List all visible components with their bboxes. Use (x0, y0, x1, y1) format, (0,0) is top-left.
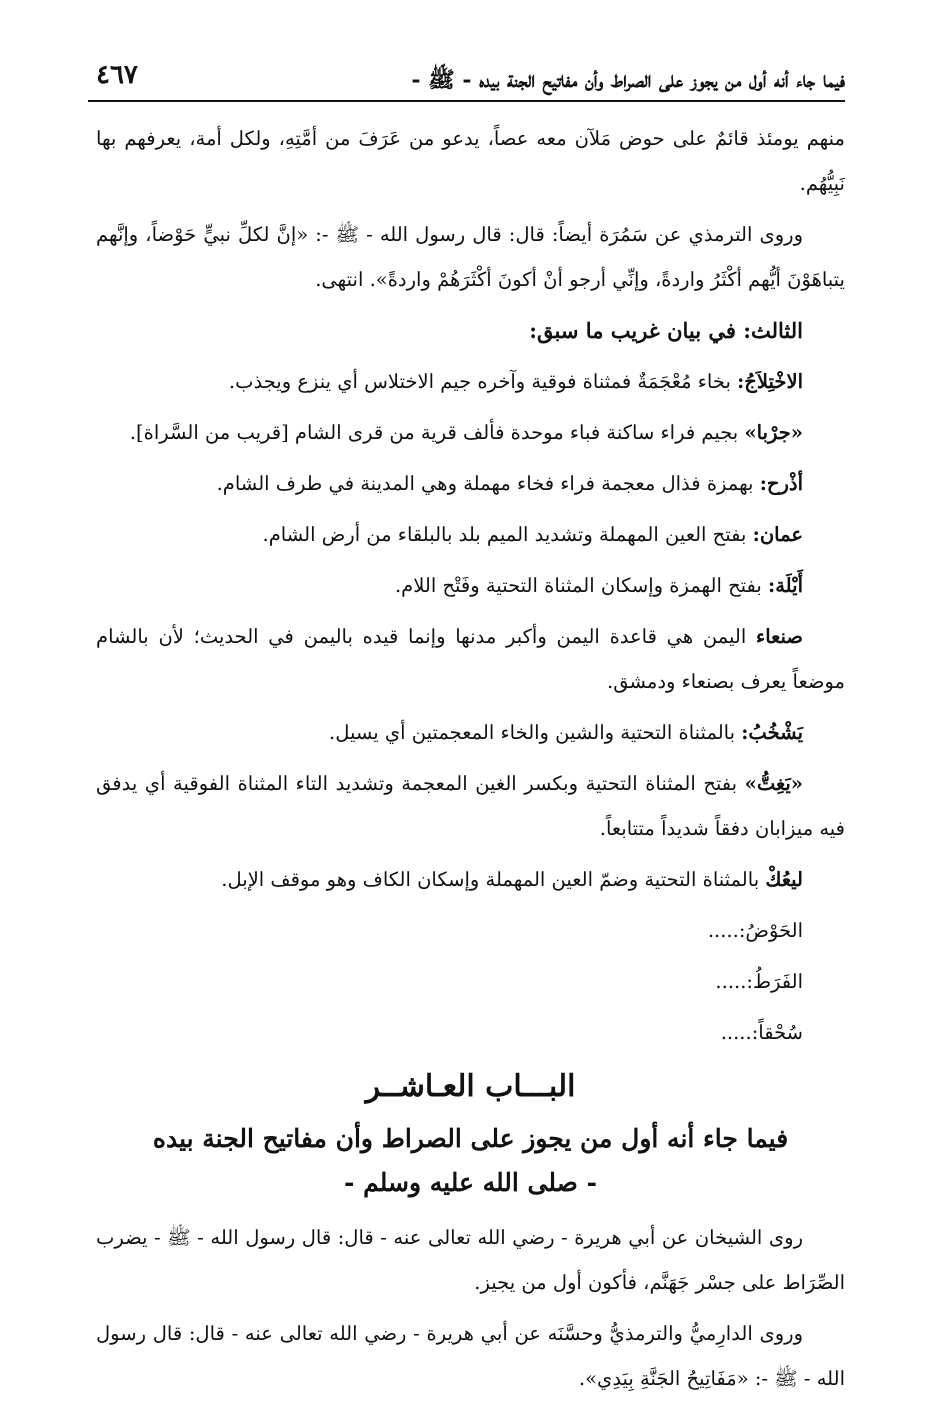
chapter-subtitle-line: فيما جاء أنه أول من يجوز على الصراط وأن مفاتيح الجنة بيده (152, 1124, 789, 1153)
glossary-definition: بهمزة فذال معجمة فراء فخاء مهملة وهي المدينة في طرف الشام. (216, 472, 760, 495)
glossary-definition: بالمثناة التحتية والشين والخاء المعجمتين أي يسيل. (329, 721, 742, 744)
glossary-term: عمان: (752, 523, 803, 546)
paragraph: منهم يومئذ قائمٌ على حوض مَلآن معه عصاً، يدعو من عَرَفَ من أمَّتِهِ، ولكل أمة، يعرفهم بها نَبِيُّهُم. (96, 127, 845, 195)
glossary-definition: بالمثناة التحتية وضمّ العين المهملة وإسكان الكاف وهو موقف الإبل. (221, 868, 766, 891)
glossary-entry (96, 359, 845, 404)
page-number: ٤٦٧ (96, 60, 138, 90)
glossary-term: أَيْلَة: (768, 574, 803, 597)
glossary-definition: بخاء مُعْجَمَةٌ فمثناة فوقية وآخره جيم الاختلاس أي ينزع ويجذب. (228, 370, 738, 393)
glossary-entry (96, 710, 845, 755)
paragraph: وروى الدارِميُّ والترمذيُّ وحسَّنَه عن أبي هريرة - رضي الله تعالى عنه - قال: قال رسول الله - ﷺ -: «مَفَاتِيحُ الجَنَّةِ بِيَدِي». (96, 1322, 845, 1390)
glossary-entry (96, 563, 845, 608)
blank-entry: سُحْقاً:..... (720, 1021, 803, 1044)
glossary-term: «جرْبا» (744, 421, 803, 444)
glossary-definition: بفتح الهمزة وإسكان المثناة التحتية وفَتْح اللام. (394, 574, 769, 597)
running-header (88, 60, 845, 102)
paragraph: وروى الترمذي عن سَمُرَة أيضاً: قال: قال رسول الله - ﷺ -: «إنَّ لكلِّ نبيٍّ حَوْضاً، وإنَّهم يتباهَوْنَ أيُّهم أكْثَرُ واردةً، وإنِّي أرجو أنْ أكونَ أكْثَرَهُمْ واردةً». انتهى. (96, 223, 845, 291)
section-heading: الثالث: في بيان غريب ما سبق: (529, 318, 803, 343)
glossary-term: صنعاء (756, 625, 803, 648)
glossary-entry (96, 614, 845, 704)
glossary-entry (96, 461, 845, 506)
chapter-title: البـــاب العـاشــر (365, 1069, 576, 1104)
glossary-term: ليعُكْ (765, 868, 803, 891)
glossary-definition: اليمن هي قاعدة اليمن وأكبر مدنها وإنما قيده باليمن في الحديث؛ لأن بالشام موضعاً يعرف بصنعاء ودمشق. (96, 625, 845, 693)
running-title: فيما جاء أنه أول من يجوز على الصراط وأن مفاتيح الجنة بيده - ﷺ - (411, 67, 845, 93)
glossary-definition: بجيم فراء ساكنة فباء موحدة فألف قرية من قرى الشام [قريب من السَّراة]. (129, 421, 745, 444)
glossary-entry (96, 410, 845, 455)
glossary-term: «يَغِتُّ» (744, 772, 803, 795)
glossary-entry (96, 857, 845, 902)
glossary-entry (96, 761, 845, 851)
glossary-definition: بفتح المثناة التحتية وبكسر الغين المعجمة وتشديد التاء المثناة الفوقية أي يدفق فيه ميزابان دفقاً شديداً متتابعاً. (96, 772, 845, 840)
page-body (96, 116, 845, 1407)
blank-entry: الفَرَطُ:..... (715, 970, 803, 993)
chapter-subtitle (96, 1117, 845, 1205)
glossary-entry (96, 512, 845, 557)
paragraph: روى الشيخان عن أبي هريرة - رضي الله تعالى عنه - قال: قال رسول الله - ﷺ - يضرب الصِّرَاط على جسْر جَهَنَّم، فأكون أول من يجيز. (96, 1226, 845, 1294)
glossary-definition: بفتح العين المهملة وتشديد الميم بلد بالبلقاء من أرض الشام. (262, 523, 753, 546)
glossary-term: الاخْتِلاَجُ: (737, 370, 803, 393)
blank-entry: الحَوْضُ:..... (707, 919, 803, 942)
glossary-term: أذْرح: (759, 472, 803, 495)
chapter-subtitle-line: - صلى الله عليه وسلم - (344, 1168, 597, 1197)
glossary-term: يَشْخُبُ: (741, 721, 803, 744)
